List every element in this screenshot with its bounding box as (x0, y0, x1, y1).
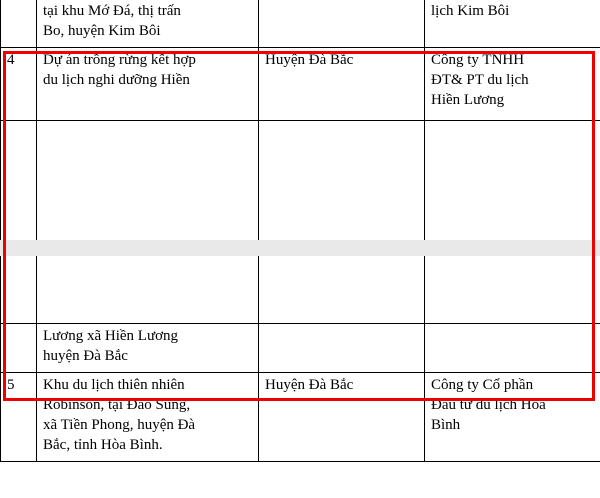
cell-line: Bắc, tỉnh Hòa Bình. (43, 436, 163, 453)
cell-line: lịch Kim Bôi (431, 3, 510, 19)
cell-name (37, 121, 259, 324)
cell-owner (425, 121, 600, 324)
cell-no: 4 (1, 48, 37, 121)
cell-owner (425, 373, 600, 462)
cell-line: Lương xã Hiền Lương (43, 328, 179, 344)
table-row (1, 324, 600, 373)
cell-location (259, 121, 425, 324)
cell-line: Dự án trồng rừng kết hợp (43, 52, 196, 68)
cell-location (259, 373, 425, 462)
cell-line: Bình (431, 416, 461, 433)
cell-line: Huyện Đà Bắc (265, 377, 354, 393)
cell-line: xã Tiền Phong, huyện Đà (43, 416, 196, 433)
cell-name (37, 373, 259, 462)
cell-name (37, 48, 259, 121)
cell-no (1, 121, 37, 324)
table-row (1, 373, 600, 462)
cell-line: huyện Đà Bắc (43, 347, 128, 364)
cell-no (1, 324, 37, 373)
cell-name (37, 324, 259, 373)
cell-line: tại khu Mớ Đá, thị trấn (43, 3, 181, 19)
table-row (1, 48, 600, 121)
cell-line: Đầu tư du lịch Hòa (431, 396, 546, 413)
cell-line: Robinson, tại Đảo Sung, (43, 396, 191, 413)
table-row-empty (1, 121, 600, 324)
cell-location (259, 48, 425, 121)
cell-location (259, 324, 425, 373)
table-row (1, 0, 600, 48)
cell-line: Công ty TNHH (431, 52, 525, 68)
cell-no: 5 (1, 373, 37, 462)
cell-location (259, 0, 425, 48)
cell-line: Huyện Đà Bắc (265, 52, 354, 68)
cell-line: Công ty Cổ phần (431, 377, 534, 393)
cell-line: du lịch nghi dưỡng Hiền (43, 71, 190, 88)
cell-owner (425, 0, 600, 48)
cell-line: ĐT& PT du lịch (431, 71, 529, 88)
cell-line: Hiền Lương (431, 91, 505, 108)
cell-line: Khu du lịch thiên nhiên (43, 377, 185, 393)
cell-line: Bo, huyện Kim Bôi (43, 22, 161, 39)
cell-owner (425, 48, 600, 121)
cell-owner (425, 324, 600, 373)
cell-no (1, 0, 37, 48)
cell-name (37, 0, 259, 48)
page-separator-band (0, 240, 600, 256)
